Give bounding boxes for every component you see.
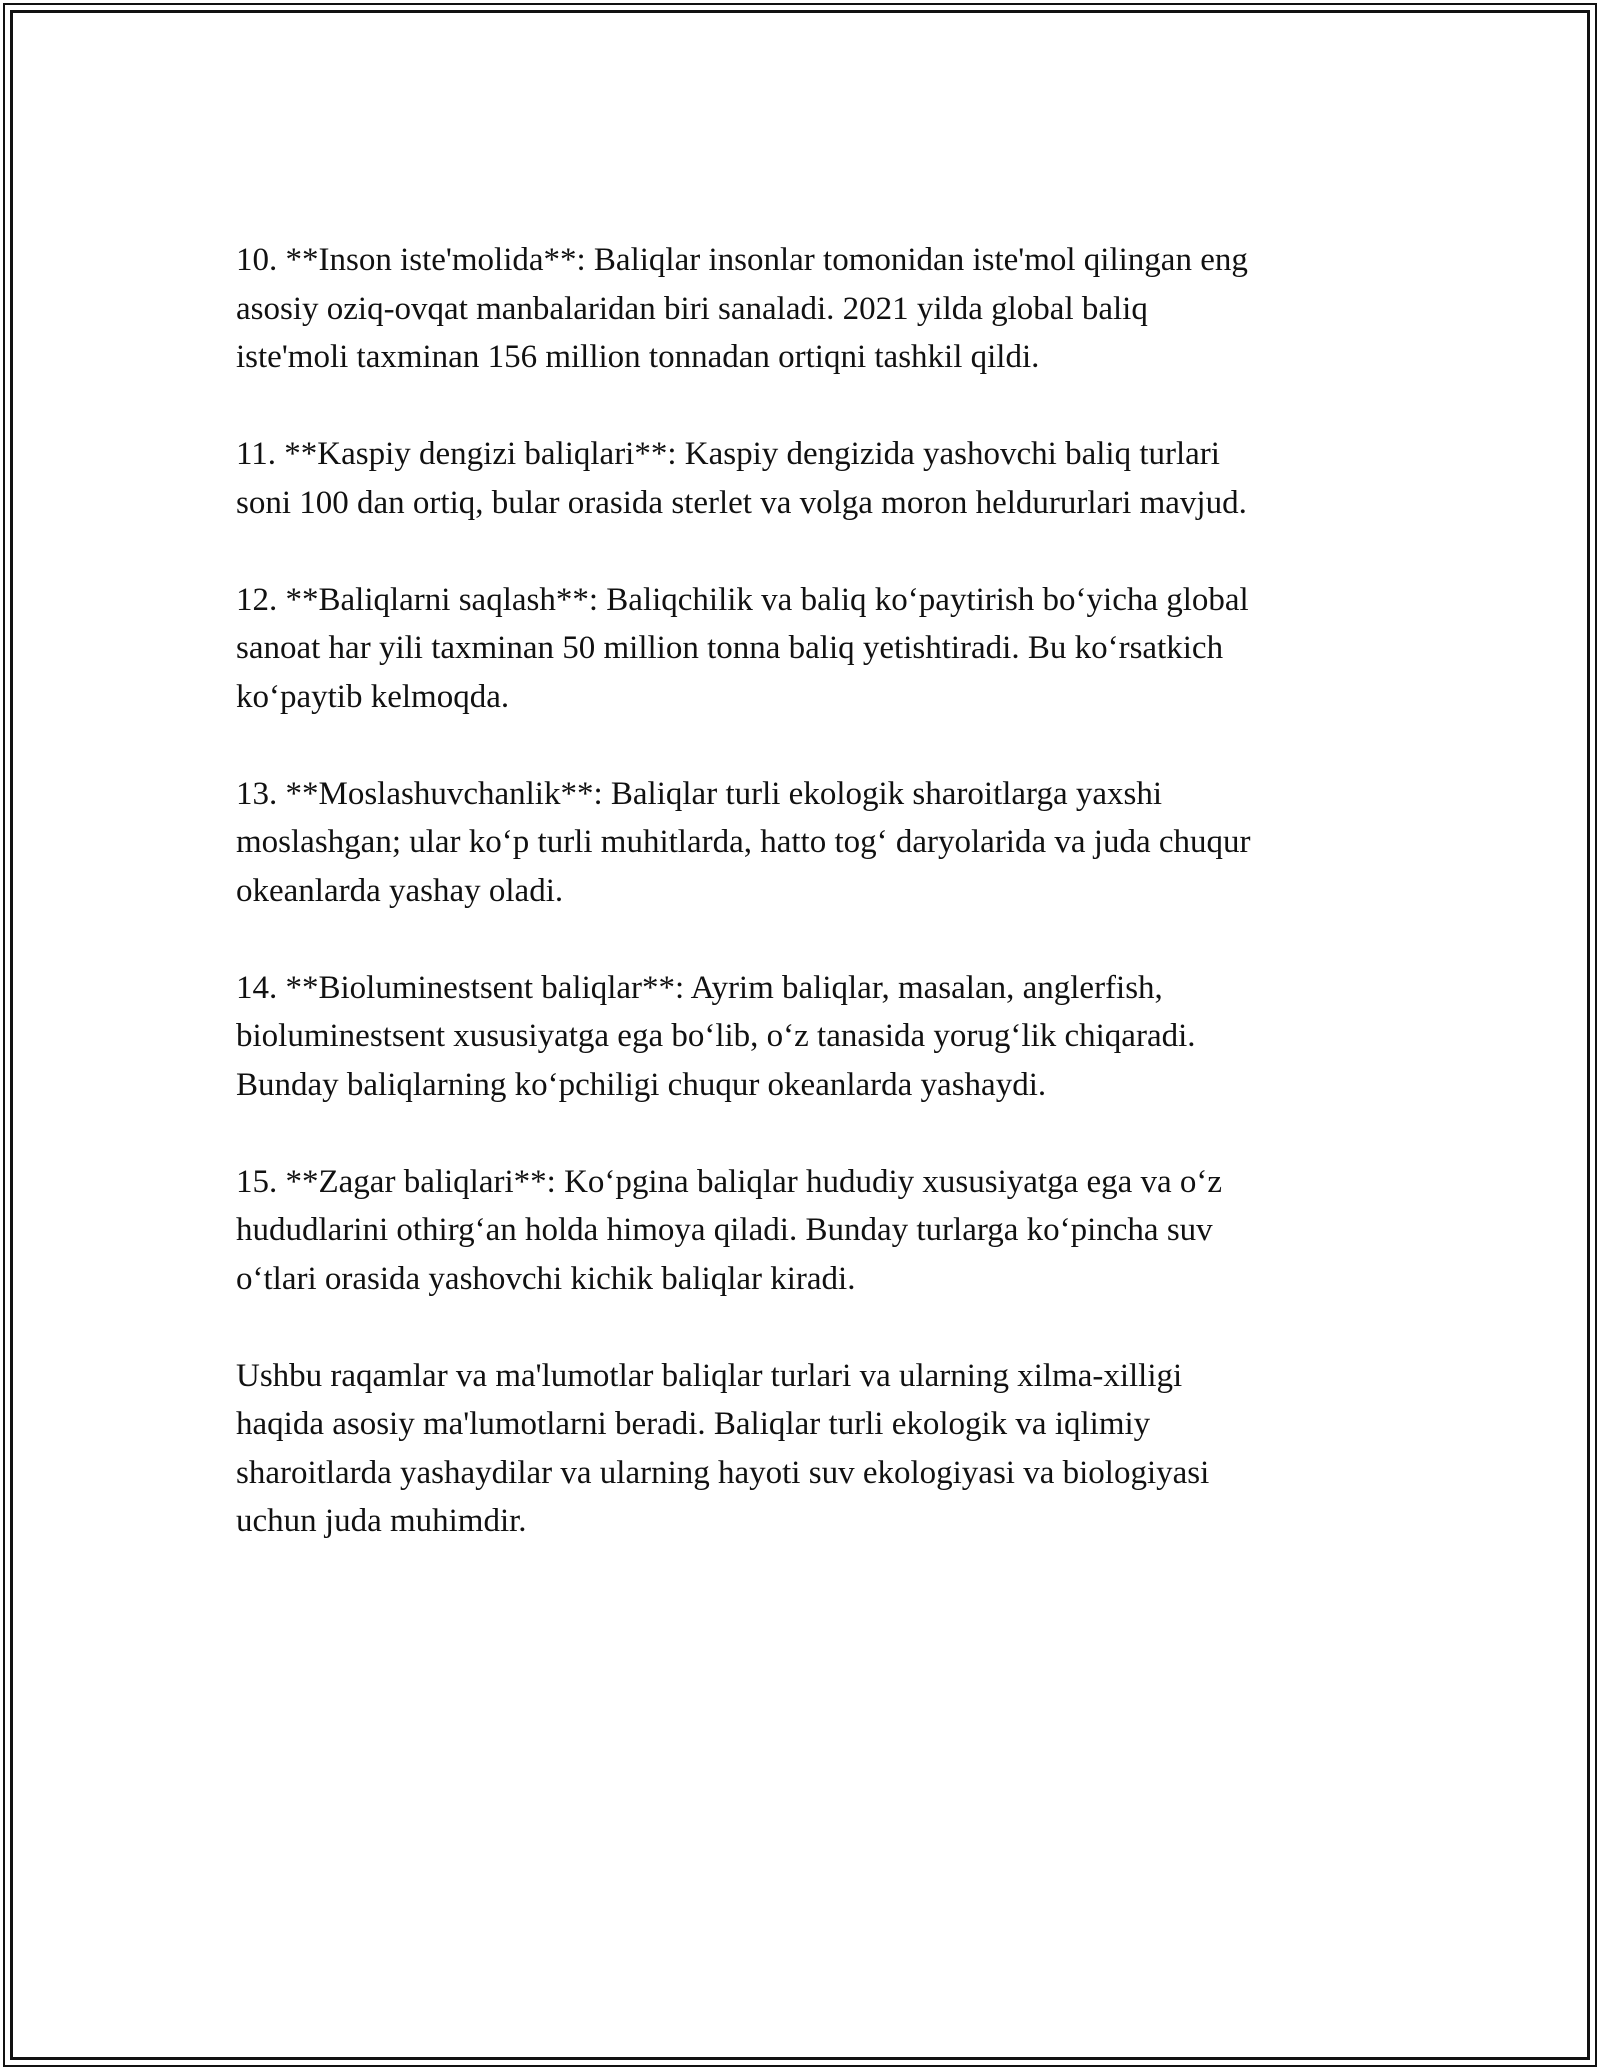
list-item-11: 11. **Kaspiy dengizi baliqlari**: Kaspiy dengizida yashovchi baliq turlari soni 100 dan ortiq, bular orasida sterlet va volga moron heldururlari mavjud. (236, 436, 1247, 521)
list-item-14: 14. **Bioluminestsent baliqlar**: Ayrim baliqlar, masalan, anglerfish, bioluminestsent xususiyatga ega bo‘lib, o‘z tanasida yorug‘lik chiqaradi. Bunday baliqlarning ko‘pchiligi chuqur okeanlarda yashaydi. (236, 969, 1196, 1103)
list-item-13: 13. **Moslashuvchanlik**: Baliqlar turli ekologik sharoitlarga yaxshi moslashgan; ular ko‘p turli muhitlarda, hatto tog‘ daryolarida va juda chuqur okeanlarda yashay oladi. (236, 775, 1251, 909)
summary-paragraph: Ushbu raqamlar va ma'lumotlar baliqlar turlari va ularning xilma-xilligi haqida asosiy ma'lumotlarni beradi. Baliqlar turli ekologik va iqlimiy sharoitlarda yashaydilar va ularning hayoti suv ekologiyasi va biologiyasi uchun juda muhimdir. (236, 1357, 1210, 1539)
list-item-15: 15. **Zagar baliqlari**: Ko‘pgina baliqlar hududiy xususiyatga ega va o‘z hududlarini othirg‘an holda himoya qiladi. Bunday turlarga ko‘pincha suv o‘tlari orasida yashovchi kichik baliqlar kiradi. (236, 1163, 1223, 1297)
list-item-10: 10. **Inson iste'molida**: Baliqlar insonlar tomonidan iste'mol qilingan eng asosiy oziq-ovqat manbalaridan biri sanaladi. 2021 yilda global baliq iste'moli taxminan 156 million tonnadan ortiqni tashkil qildi. (236, 242, 1248, 375)
list-item-12: 12. **Baliqlarni saqlash**: Baliqchilik va baliq ko‘paytirish bo‘yicha global sanoat har yili taxminan 50 million tonna baliq yetishtiradi. Bu ko‘rsatkich ko‘paytib kelmoqda. (236, 581, 1249, 715)
document-body (236, 236, 1376, 1546)
